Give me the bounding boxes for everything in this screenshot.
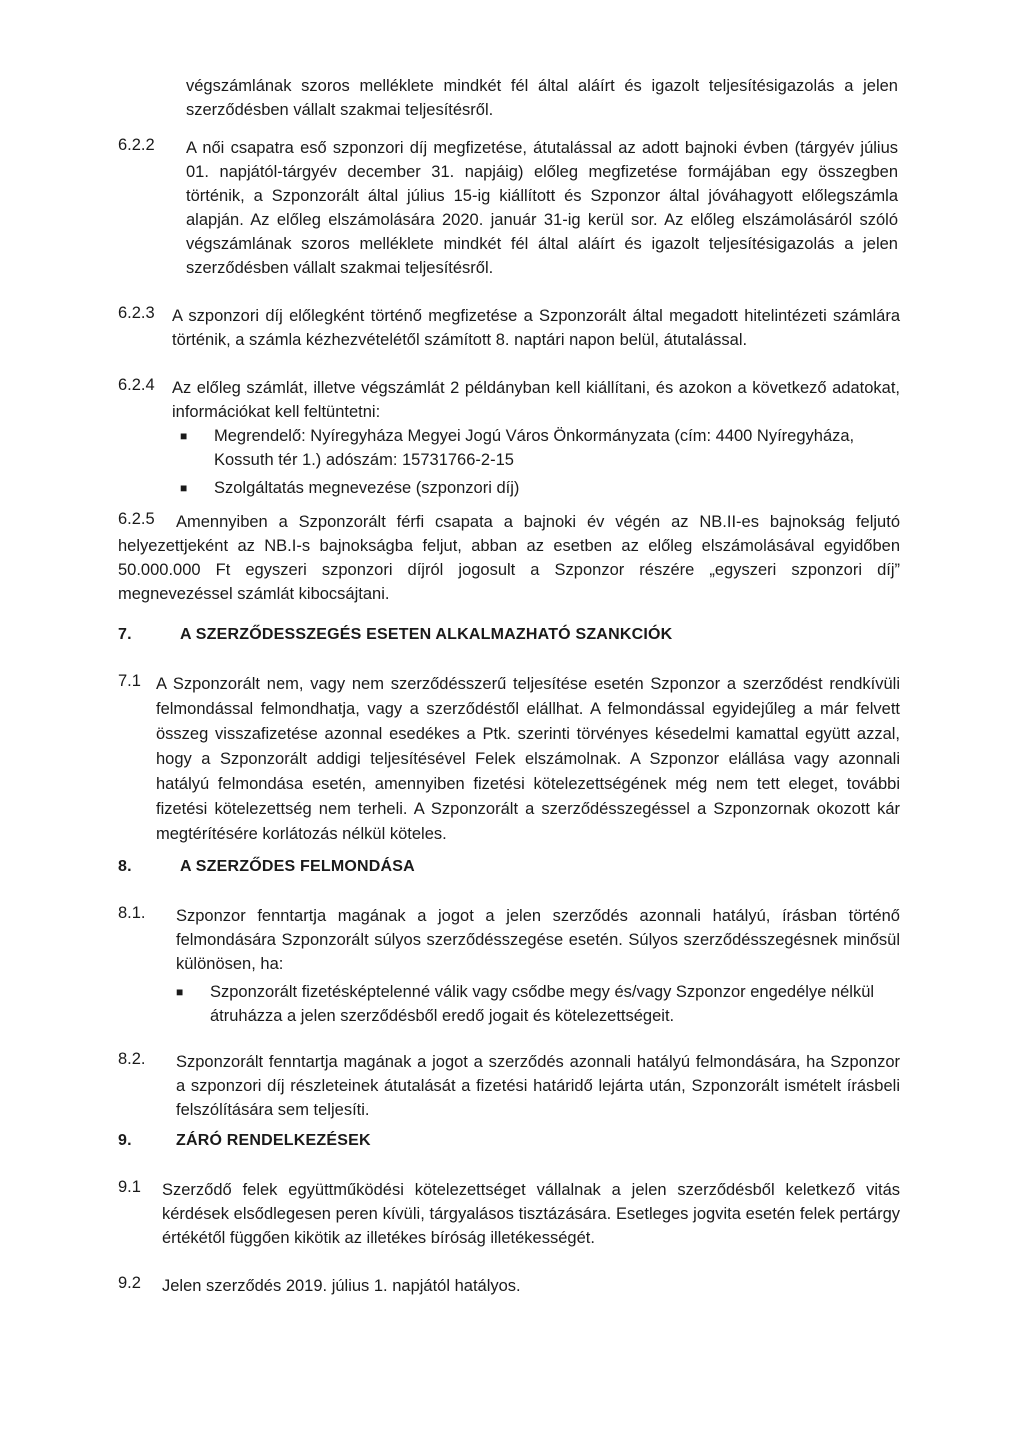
clause-number-7-1: 7.1 (118, 672, 141, 690)
bullet-text: Szponzorált fizetésképtelenné válik vagy csődbe megy és/vagy Szponzor engedélye nélkül átruházza a jelen szerződésből eredő jogait és kötelezettségeit. (210, 983, 875, 1025)
clause-6-2-3-text: A szponzori díj előlegként történő megfizetése a Szponzorált által megadott hitelintézeti számlára történik, a számla kézhezvételétől számított 8. naptári napon belül, átutalással. (172, 307, 900, 349)
clause-number-6-2-5: 6.2.5 (118, 510, 155, 528)
section-8-number: 8. (118, 858, 132, 875)
clause-6-2-4-bullet-list (180, 424, 900, 504)
clause-6-2-5-text: Amennyiben a Szponzorált férfi csapata a bajnoki év végén az NB.II-es bajnokság feljutó helyezettjeként az NB.I-s bajnokságba feljut, abban az esetben az előleg elszámolásával egyidőben 50.000.000 Ft egyszeri szponzori díjról jogosult a Szponzor részére „egyszeri szponzori díj” megnevezéssel számlát kibocsájtani. (118, 513, 900, 603)
clause-number-9-1: 9.1 (118, 1178, 141, 1196)
clause-number-6-2-4: 6.2.4 (118, 376, 155, 394)
clause-number-8-1: 8.1. (118, 904, 146, 922)
clause-number-8-2: 8.2. (118, 1050, 146, 1068)
section-8-heading: A SZERZŐDES FELMONDÁSA (180, 858, 415, 875)
bullet-text: Szolgáltatás megnevezése (szponzori díj) (214, 479, 520, 497)
section-7-number: 7. (118, 626, 132, 643)
clause-7-1-text: A Szponzorált nem, vagy nem szerződésszerű teljesítése esetén Szponzor a szerződést rendkívüli felmondással felmondhatja, vagy a szerződéstől elállhat. A felmondással egyidejűleg a már felvett összeg visszafizetése azonnal esedékes a Ptk. szerinti törvényes késedelmi kamattal együtt azzal, hogy a Szponzorált addigi teljesítésével Felek elszámolnak. A Szponzor elállása vagy azonnali hatályú felmondása esetén, amennyiben fizetési kötelezettségének még nem tett eleget, további fizetési kötelezettség nem terheli. A Szponzorált a szerződésszegéssel a Szponzornak okozott kár megtérítésére korlátozás nélkül köteles. (156, 675, 900, 843)
bullet-square-icon: ■ (180, 429, 188, 443)
section-9-number: 9. (118, 1132, 132, 1149)
bullet-square-icon: ■ (176, 985, 184, 999)
list-item (180, 476, 900, 500)
clause-9-1-text: Szerződő felek együttműködési kötelezettséget vállalnak a jelen szerződésből keletkező vitás kérdések elsődlegesen peren kívüli, tárgyalásos tisztázására. Esetleges jogvita esetén felek pertárgy értékétől függően kikötik az illetékes bíróság illetékességét. (162, 1181, 900, 1247)
clause-8-2-text: Szponzorált fenntartja magának a jogot a szerződés azonnali hatályú felmondására, ha Szponzor a szponzori díj részleteinek átutalását a fizetési határidő lejárta után, Szponzorált ismételt írásbeli felszólítására sem teljesíti. (176, 1053, 900, 1119)
clause-number-6-2-3: 6.2.3 (118, 304, 155, 322)
clause-8-1-bullet-list (176, 980, 900, 1032)
clause-number-9-2: 9.2 (118, 1274, 141, 1292)
bullet-square-icon: ■ (180, 481, 188, 495)
clause-9-2-text: Jelen szerződés 2019. július 1. napjától hatályos. (162, 1277, 521, 1295)
section-7-heading: A SZERZŐDESSZEGÉS ESETEN ALKALMAZHATÓ SZANKCIÓK (180, 626, 673, 643)
bullet-text: Megrendelő: Nyíregyháza Megyei Jogú Város Önkormányzata (cím: 4400 Nyíregyháza, Kossuth tér 1.) adószám: 15731766-2-15 (214, 427, 855, 469)
clause-8-1-text: Szponzor fenntartja magának a jogot a jelen szerződés azonnali hatályú, írásban történő felmondására Szponzorált súlyos szerződésszegése esetén. Súlyos szerződésszegésnek minősül különösen, ha: (176, 907, 900, 973)
intro-paragraph: végszámlának szoros melléklete mindkét fél által aláírt és igazolt teljesítésigazolás a jelen szerződésben vállalt szakmai teljesítésről. (186, 77, 898, 119)
clause-6-2-2-text: A női csapatra eső szponzori díj megfizetése, átutalással az adott bajnoki évben (tárgyév július 01. napjától-tárgyév december 31. napjáig) előleg megfizetése formájában egy összegben történik, a Szponzorált által július 15-ig kiállított és Szponzor által jóváhagyott előlegszámla alapján. Az előleg elszámolására 2020. január 31-ig kerül sor. Az előleg elszámolásáról szóló végszámlának szoros melléklete mindkét fél által aláírt és igazolt teljesítésigazolás a jelen szerződésben vállalt szakmai teljesítésről. (186, 139, 898, 277)
list-item (176, 980, 900, 1028)
clause-6-2-4-text: Az előleg számlát, illetve végszámlát 2 példányban kell kiállítani, és azokon a következő adatokat, információkat kell feltüntetni: (172, 379, 900, 421)
section-9-heading: ZÁRÓ RENDELKEZÉSEK (176, 1132, 371, 1149)
clause-number-6-2-2: 6.2.2 (118, 136, 155, 154)
list-item (180, 424, 900, 472)
